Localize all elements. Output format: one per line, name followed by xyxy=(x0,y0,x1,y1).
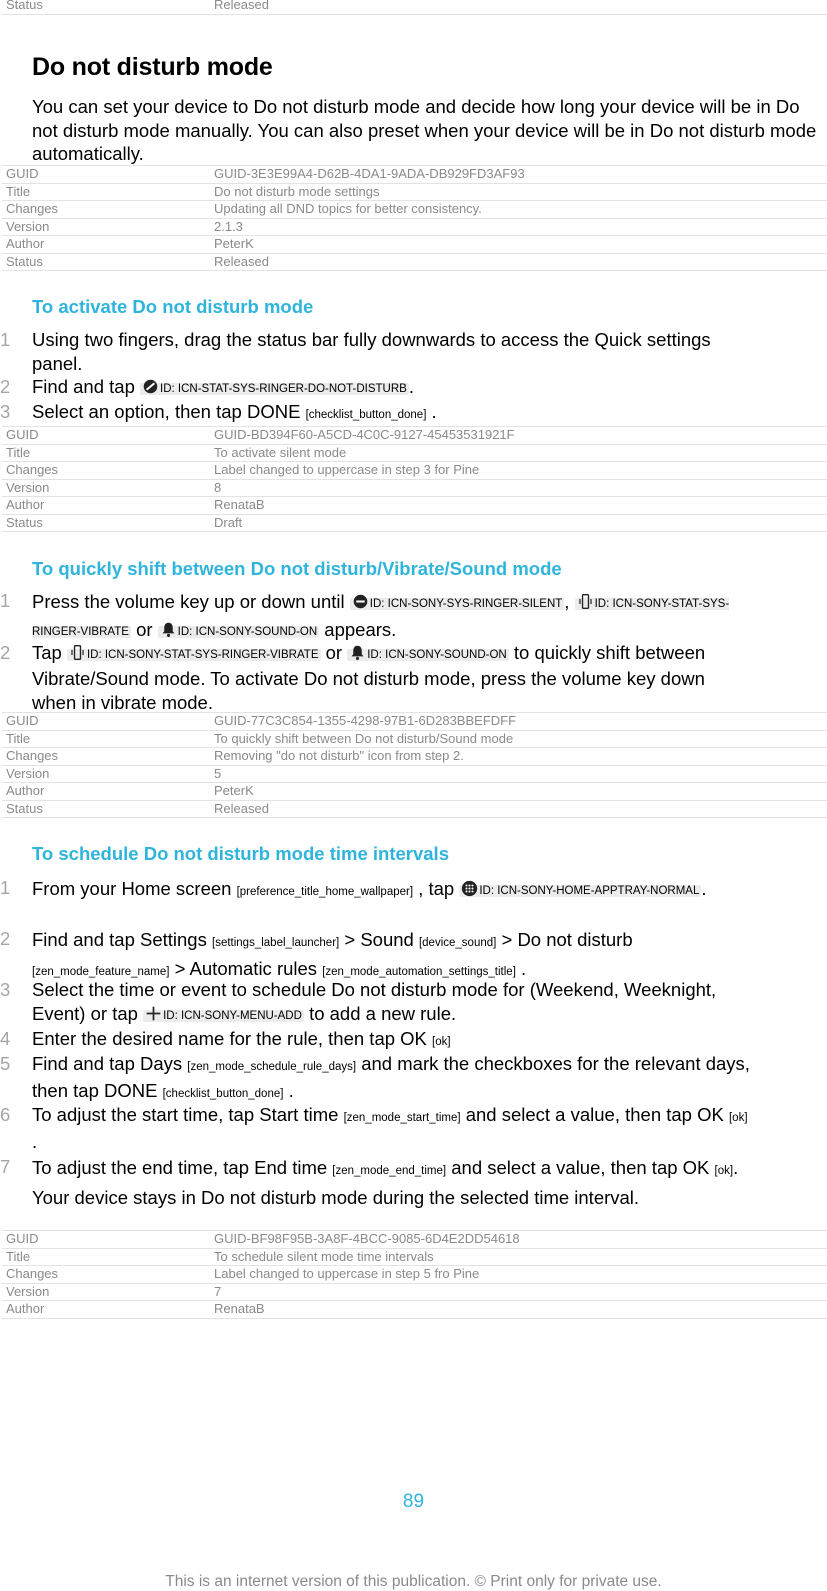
icon-id-label: ID: ICN-SONY-SOUND-ON xyxy=(367,649,507,661)
step-text-part: From your xyxy=(32,878,122,899)
table-row xyxy=(2,479,827,497)
step-text-part: and mark the checkboxes for the relevant days, then tap xyxy=(32,1053,750,1101)
string-key: [ok] xyxy=(714,1165,734,1177)
step-number: 3 xyxy=(0,401,11,422)
meta-value: GUID-77C3C854-1355-4298-97B1-6D283BBEFDFF xyxy=(210,713,827,731)
meta-key: Author xyxy=(2,783,210,801)
meta-value: GUID-3E3E99A4-D62B-4DA1-9ADA-DB929FD3AF93 xyxy=(210,166,827,184)
ui-label-end-time: End time xyxy=(254,1157,328,1178)
footer-note: This is an internet version of this publication. © Print only for private use. xyxy=(165,1573,662,1590)
table-row xyxy=(2,236,827,254)
ui-label-done: DONE xyxy=(104,1080,158,1101)
table-row xyxy=(2,218,827,236)
ui-label-automatic-rules: Automatic rules xyxy=(189,958,318,979)
string-key: [settings_label_launcher] xyxy=(212,937,340,949)
intro-paragraph: You can set your device to Do not disturb mode and decide how long your device will be in Do not disturb mode manually. You can also preset when your device will be in Do not disturb mode automatically. xyxy=(32,96,817,164)
string-key: [zen_mode_feature_name] xyxy=(32,966,170,978)
step-text-part: Find and tap xyxy=(32,929,140,950)
string-key: [zen_mode_schedule_rule_days] xyxy=(187,1061,357,1073)
plus-icon xyxy=(145,1005,162,1022)
step-text: To adjust the start time, tap Start time [zen_mode_start_time] and select a value, then tap OK [ok] . xyxy=(32,1104,748,1152)
step-number: 2 xyxy=(0,376,11,397)
icon-id-tag xyxy=(143,1010,304,1022)
table-row xyxy=(2,427,827,445)
separator: > xyxy=(174,958,186,979)
meta-key: Status xyxy=(2,800,210,818)
step-text-part: Select an option, then tap xyxy=(32,401,247,422)
meta-key: Status xyxy=(2,0,210,14)
meta-key: Version xyxy=(2,1283,210,1301)
step-text-part: appears. xyxy=(324,619,397,640)
icon-id-tag xyxy=(67,649,321,661)
step-text-part: Find and tap xyxy=(32,376,140,397)
section-heading-activate: To activate Do not disturb mode xyxy=(32,296,314,317)
table-row xyxy=(2,0,827,14)
meta-value: GUID-BF98F95B-3A8F-4BCC-9085-6D4E2DD54618 xyxy=(210,1231,827,1249)
icon-id-label: ID: ICN-SONY-SOUND-ON xyxy=(177,626,318,638)
meta-table-s1 xyxy=(2,426,827,532)
meta-value: PeterK xyxy=(210,236,827,254)
ui-label-ok: OK xyxy=(682,1157,710,1178)
vibrate-icon xyxy=(69,644,86,661)
meta-table-s2 xyxy=(2,712,827,818)
step-text xyxy=(32,1155,752,1210)
meta-value: RenataB xyxy=(210,1301,827,1319)
string-key: [zen_mode_end_time] xyxy=(332,1165,447,1177)
meta-key: Changes xyxy=(2,1266,210,1284)
apptray-icon xyxy=(461,880,478,897)
step-text-part: to quickly shift between Vibrate/Sound mode. To activate Do not disturb mode, press the volume key down when in vibrate mode. xyxy=(32,642,706,713)
meta-key: Changes xyxy=(2,201,210,219)
dnd-icon xyxy=(142,378,159,395)
table-row xyxy=(2,183,827,201)
step-number: 2 xyxy=(0,642,11,663)
step-text: Find and tap ID: ICN-STAT-SYS-RINGER-DO-NOT-DISTURB . xyxy=(32,376,414,397)
step-text: Find and tap Days [zen_mode_schedule_rule_days] and mark the checkboxes for the relevant days, then tap DONE [checklist_button_done] . xyxy=(32,1053,750,1101)
meta-key: Author xyxy=(2,1301,210,1319)
ui-label-days: Days xyxy=(140,1053,183,1074)
step-number: 1 xyxy=(0,590,11,611)
string-key: [zen_mode_start_time] xyxy=(343,1112,461,1124)
table-row xyxy=(2,748,827,766)
page-number: 89 xyxy=(402,1491,425,1512)
table-row xyxy=(2,497,827,515)
table-row xyxy=(2,1301,827,1319)
step-number: 3 xyxy=(0,979,11,1000)
meta-value: Released xyxy=(210,253,827,271)
meta-value: To schedule silent mode time intervals xyxy=(210,1248,827,1266)
section-heading-quick-shift: To quickly shift between Do not disturb/Vibrate/Sound mode xyxy=(32,558,562,579)
step-text: Press the volume key up or down until ID: ICN-SONY-SYS-RINGER-SILENT , ID: ICN-SONY-STAT-SYS-RINGER-VIBRATE or ID: ICN-SONY-SOUND-ON appears. xyxy=(32,591,730,640)
ui-label-ok: OK xyxy=(400,1028,427,1049)
meta-value: Label changed to uppercase in step 5 fro Pine xyxy=(210,1266,827,1284)
meta-key: Version xyxy=(2,765,210,783)
icon-id-label: ID: ICN-SONY-MENU-ADD xyxy=(163,1010,302,1022)
table-row xyxy=(2,444,827,462)
step-text-part: Press the volume key up or down until xyxy=(32,591,350,612)
step-text-part: and select a value, then tap xyxy=(465,1104,698,1125)
meta-value: Draft xyxy=(210,514,827,532)
step-text-part: Select the time or event to schedule Do not disturb mode for (Weekend, Weeknight, Event) or tap xyxy=(32,979,717,1024)
meta-value: 7 xyxy=(210,1283,827,1301)
meta-value: Label changed to uppercase in step 3 for Pine xyxy=(210,462,827,480)
vibrate-icon xyxy=(577,593,594,610)
table-row xyxy=(2,1231,827,1249)
step-text-part: Enter the desired name for the rule, then tap xyxy=(32,1028,401,1049)
step-text-part: or xyxy=(325,642,343,663)
icon-id-label: ID: ICN-SONY-STAT-SYS-RINGER-VIBRATE xyxy=(32,598,730,638)
step-text: Find and tap Settings [settings_label_launcher] > Sound [device_sound] > Do not disturb [zen_mode_feature_name] > Automatic rules [zen_mode_automation_settings_title] . xyxy=(32,929,633,979)
string-key: [device_sound] xyxy=(418,937,497,949)
meta-value: Do not disturb mode settings xyxy=(210,183,827,201)
meta-key: Changes xyxy=(2,462,210,480)
step-number: 5 xyxy=(0,1053,11,1074)
table-row xyxy=(2,800,827,818)
meta-value: 2.1.3 xyxy=(210,218,827,236)
icon-id-label: ID: ICN-SONY-STAT-SYS-RINGER-VIBRATE xyxy=(86,649,319,661)
ui-label-ok: OK xyxy=(697,1104,724,1125)
separator: > xyxy=(344,929,356,950)
meta-table-top xyxy=(2,0,827,15)
meta-key: Title xyxy=(2,183,210,201)
string-key: [preference_title_home_wallpaper] xyxy=(236,886,414,898)
table-row xyxy=(2,253,827,271)
step-text-part: to add a new rule. xyxy=(309,1003,457,1024)
string-key: [ok] xyxy=(432,1036,451,1048)
ui-label-sound: Sound xyxy=(360,929,414,950)
step-text-part: To adjust the end time, tap xyxy=(32,1157,255,1178)
step-number: 1 xyxy=(0,329,11,350)
step-text-part: . Your device stays in Do not disturb mode during the selected time interval. xyxy=(32,1157,739,1208)
step-text-part: or xyxy=(136,619,153,640)
meta-value: Removing "do not disturb" icon from step 2. xyxy=(210,748,827,766)
meta-key: Title xyxy=(2,1248,210,1266)
icon-id-tag xyxy=(158,626,320,638)
meta-key: Status xyxy=(2,253,210,271)
step-text: Select an option, then tap DONE [checklist_button_done] . xyxy=(32,401,437,422)
meta-key: GUID xyxy=(2,713,210,731)
silent-icon xyxy=(352,593,369,610)
meta-key: Title xyxy=(2,444,210,462)
meta-value: RenataB xyxy=(210,497,827,515)
meta-value: 5 xyxy=(210,765,827,783)
ui-label-start-time: Start time xyxy=(259,1104,339,1125)
meta-key: Title xyxy=(2,730,210,748)
bell-icon xyxy=(349,644,366,661)
step-number: 2 xyxy=(0,928,11,949)
step-text xyxy=(32,978,752,1028)
section-heading-schedule: To schedule Do not disturb mode time intervals xyxy=(32,843,449,864)
step-text-part: Tap xyxy=(32,642,67,663)
icon-id-tag xyxy=(140,383,409,395)
bell-icon xyxy=(160,621,177,638)
step-text xyxy=(32,641,752,715)
icon-id-tag xyxy=(350,598,565,610)
table-row xyxy=(2,462,827,480)
page-title: Do not disturb mode xyxy=(32,53,273,81)
meta-key: GUID xyxy=(2,427,210,445)
step-number: 6 xyxy=(0,1104,11,1125)
table-row xyxy=(2,765,827,783)
meta-value: Released xyxy=(210,0,827,14)
step-text-part: Find and tap xyxy=(32,1053,140,1074)
table-row xyxy=(2,514,827,532)
meta-key: Version xyxy=(2,479,210,497)
icon-id-label: ID: ICN-SONY-SYS-RINGER-SILENT xyxy=(369,598,563,610)
icon-id-label: ID: ICN-SONY-HOME-APPTRAY-NORMAL xyxy=(479,885,700,897)
table-row xyxy=(2,1266,827,1284)
step-text-part: and select a value, then tap xyxy=(451,1157,683,1178)
meta-key: Changes xyxy=(2,748,210,766)
step-number: 7 xyxy=(0,1156,11,1177)
icon-id-tag xyxy=(347,649,509,661)
meta-value: Updating all DND topics for better consistency. xyxy=(210,201,827,219)
meta-key: GUID xyxy=(2,1231,210,1249)
table-row xyxy=(2,166,827,184)
step-text: Using two fingers, drag the status bar fully downwards to access the Quick settings panel. xyxy=(32,329,711,374)
meta-key: Version xyxy=(2,218,210,236)
step-number: 1 xyxy=(0,877,11,898)
ui-label-settings: Settings xyxy=(140,929,207,950)
meta-key: GUID xyxy=(2,166,210,184)
string-key: [ok] xyxy=(728,1112,748,1124)
meta-value: To quickly shift between Do not disturb/Sound mode xyxy=(210,730,827,748)
icon-id-tag xyxy=(459,885,701,897)
string-key: [checklist_button_done] xyxy=(162,1088,284,1100)
meta-value: PeterK xyxy=(210,783,827,801)
icon-id-label: ID: ICN-STAT-SYS-RINGER-DO-NOT-DISTURB xyxy=(160,383,407,395)
step-text xyxy=(32,1027,752,1054)
step-text-part: To adjust the start time, tap xyxy=(32,1104,260,1125)
meta-table-intro xyxy=(2,165,827,271)
meta-table-s3 xyxy=(2,1230,827,1319)
separator: > xyxy=(501,929,513,950)
meta-key: Status xyxy=(2,514,210,532)
meta-value: GUID-BD394F60-A5CD-4C0C-9127-45453531921F xyxy=(210,427,827,445)
string-key: [checklist_button_done] xyxy=(305,409,427,421)
table-row xyxy=(2,713,827,731)
table-row xyxy=(2,201,827,219)
ui-label-do-not-disturb: Do not disturb xyxy=(517,929,633,950)
step-text-part: , tap xyxy=(418,878,460,899)
table-row xyxy=(2,783,827,801)
table-row xyxy=(2,1283,827,1301)
step-text: From your Home screen [preference_title_home_wallpaper] , tap ID: ICN-SONY-HOME-APPTRAY-NORMAL . xyxy=(32,878,707,899)
step-number: 4 xyxy=(0,1028,11,1049)
meta-value: Released xyxy=(210,800,827,818)
meta-value: To activate silent mode xyxy=(210,444,827,462)
string-key: [zen_mode_automation_settings_title] xyxy=(322,966,516,978)
done-button-label: DONE xyxy=(246,401,301,422)
ui-label-home-screen: Home screen xyxy=(121,878,232,899)
meta-value: 8 xyxy=(210,479,827,497)
meta-key: Author xyxy=(2,236,210,254)
meta-key: Author xyxy=(2,497,210,515)
table-row xyxy=(2,730,827,748)
table-row xyxy=(2,1248,827,1266)
